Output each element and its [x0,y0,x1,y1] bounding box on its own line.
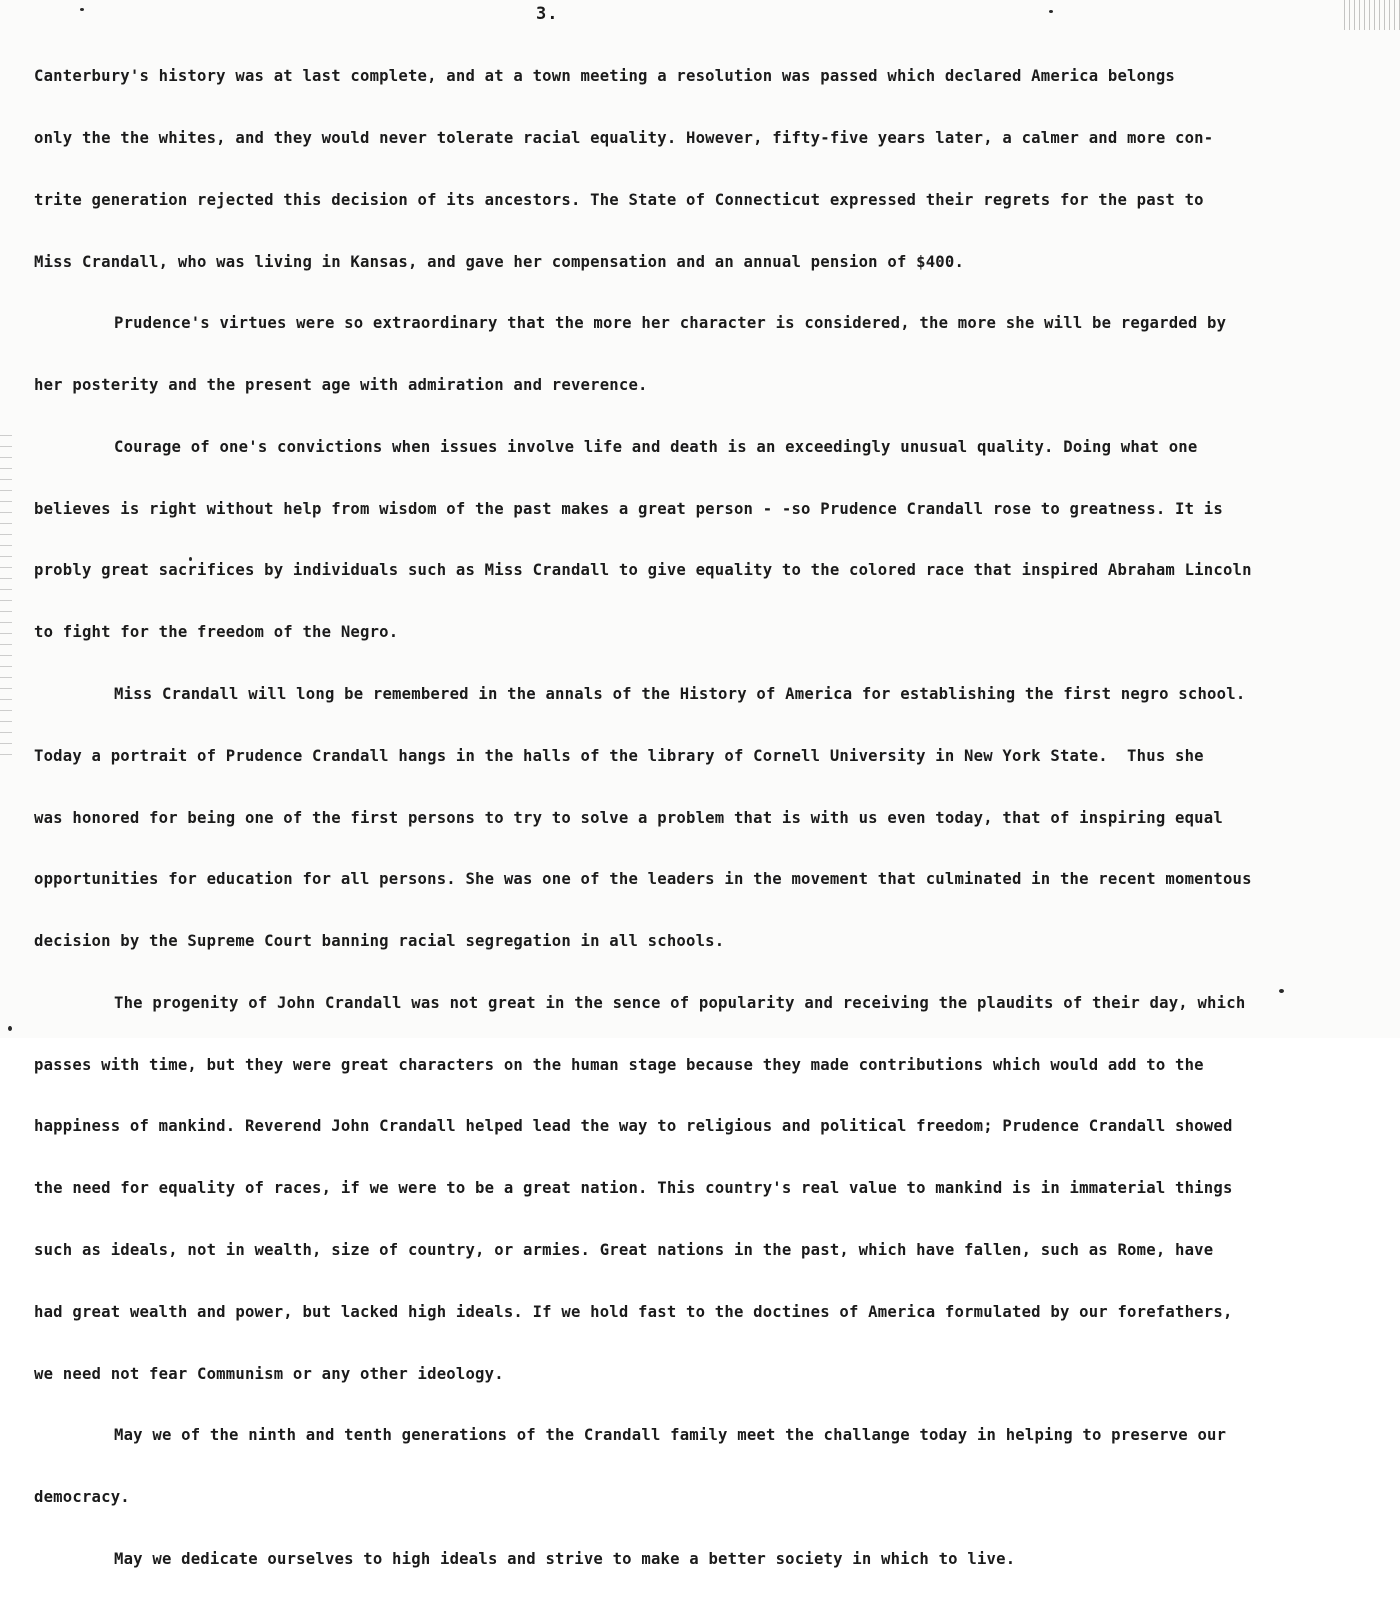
text-line: happiness of mankind. Reverend John Crandall helped lead the way to religious and political freedom; Prudence Crandall showed [34,1117,1233,1136]
paragraph-start-line: May we dedicate ourselves to high ideals and strive to make a better society in which to live. [114,1549,1016,1568]
page-number: 3. [536,4,559,24]
ink-speck [189,557,192,561]
text-line: passes with time, but they were great characters on the human stage because they made contributions which would add to the [34,1055,1204,1074]
text-line: trite generation rejected this decision of its ancestors. The State of Connecticut expressed their regrets for the past to [34,190,1204,209]
text-line: we need not fear Communism or any other ideology. [34,1364,504,1383]
text-line: to fight for the freedom of the Negro. [34,623,399,642]
text-line: democracy. [34,1488,130,1507]
ink-speck [1279,989,1284,993]
text-line: Miss Crandall, who was living in Kansas, and gave her compensation and an annual pension of $400. [34,252,965,271]
text-line: decision by the Supreme Court banning racial segregation in all schools. [34,932,725,951]
ink-speck [1049,10,1053,13]
text-line: was honored for being one of the first persons to try to solve a problem that is with us even today, that of inspiring equal [34,808,1223,827]
text-line: opportunities for education for all persons. She was one of the leaders in the movement that culminated in the recent momentous [34,870,1252,889]
paragraph-start-line: Prudence's virtues were so extraordinary that the more her character is considered, the more she will be regarded by [114,314,1227,333]
paragraph-start-line: Courage of one's convictions when issues involve life and death is an exceedingly unusual quality. Doing what one [114,437,1198,456]
text-line: Canterbury's history was at last complete, and at a town meeting a resolution was passed which declared America belongs [34,67,1175,86]
text-line: had great wealth and power, but lacked high ideals. If we hold fast to the doctines of America formulated by our forefathers, [34,1302,1233,1321]
paragraph-start-line: Miss Crandall will long be remembered in the annals of the History of America for establishing the first negro school. [114,685,1246,703]
text-line: Today a portrait of Prudence Crandall hangs in the halls of the library of Cornell University in New York State. Thus she [34,746,1204,765]
text-line: probly great sacrifices by individuals such as Miss Crandall to give equality to the colored race that inspired Abraham Lincoln [34,561,1252,580]
text-line: the need for equality of races, if we were to be a great nation. This country's real value to mankind is in immaterial things [34,1179,1233,1198]
text-line: only the the whites, and they would never tolerate racial equality. However, fifty-five years later, a calmer and more con- [34,128,1214,147]
text-line: believes is right without help from wisdom of the past makes a great person - -so Prudence Crandall rose to greatness. It is [34,499,1223,518]
ink-speck [80,8,84,11]
document-body [34,25,1354,1611]
ink-speck [8,1026,12,1031]
paragraph-start-line: May we of the ninth and tenth generations of the Crandall family meet the challange today in helping to preserve our [114,1426,1227,1445]
text-line: such as ideals, not in wealth, size of country, or armies. Great nations in the past, which have fallen, such as Rome, have [34,1241,1214,1260]
scan-edge-artifact [0,430,12,760]
paragraph-start-line: The progenity of John Crandall was not great in the sence of popularity and receiving the plaudits of their day, which [114,993,1246,1012]
text-line: her posterity and the present age with admiration and reverence. [34,376,648,395]
